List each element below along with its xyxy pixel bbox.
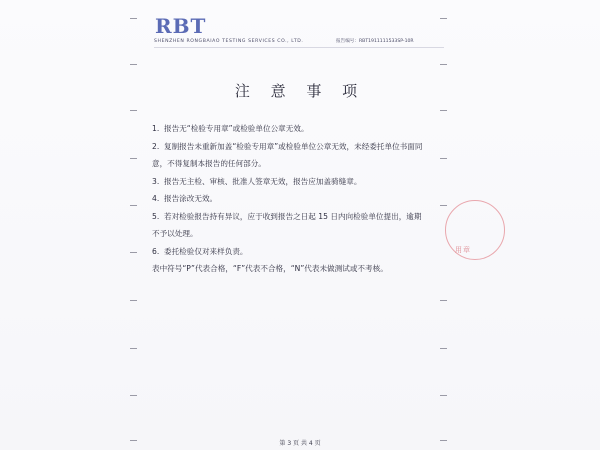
notice-item-6 [152, 243, 442, 261]
item-number: 1. [152, 124, 160, 133]
margin-mark [440, 348, 447, 349]
margin-mark [440, 300, 447, 301]
margin-mark [130, 64, 137, 65]
margin-mark [130, 158, 137, 159]
margin-mark [440, 64, 447, 65]
item-text-continued: 不予以处理。 [152, 229, 198, 238]
margin-mark [130, 348, 137, 349]
item-text: 若对检验报告持有异议，应于收到报告之日起 15 日内向检验单位提出，逾期 [164, 211, 422, 221]
notice-item-4 [152, 190, 442, 208]
symbol-legend: 表中符号“P”代表合格，“F”代表不合格，“N”代表未做测试或不考核。 [152, 264, 388, 273]
item-number: 6. [152, 246, 160, 256]
item-text-continued: 意，不得复制本报告的任何部分。 [152, 159, 266, 168]
margin-mark [130, 18, 137, 19]
margin-mark [130, 395, 137, 396]
margin-mark [440, 18, 447, 19]
margin-mark [130, 205, 137, 206]
header-divider [154, 47, 444, 48]
margin-mark [440, 395, 447, 396]
notice-item-1 [152, 120, 442, 138]
notice-list [152, 120, 442, 278]
item-text: 报告无主检、审核、批准人签章无效，报告应加盖骑缝章。 [164, 176, 362, 186]
item-text: 委托检验仅对来样负责。 [164, 246, 248, 256]
margin-mark [130, 252, 137, 253]
page-title: 注 意 事 项 [234, 82, 366, 100]
item-text: 报告涂改无效。 [164, 194, 218, 203]
item-number: 3. [152, 176, 160, 186]
notice-item-3 [152, 173, 442, 191]
item-number: 2. [152, 141, 160, 151]
company-name: SHENZHEN RONGBAIAO TESTING SERVICES CO., LTD. [154, 39, 304, 44]
margin-mark [130, 110, 137, 111]
seal-text: 用章 [455, 246, 471, 254]
notice-item-5 [152, 208, 442, 243]
margin-mark [130, 300, 137, 301]
item-number: 4. [152, 194, 160, 203]
notice-item-2 [152, 138, 442, 173]
company-logo: RBT [155, 14, 207, 38]
page-number: 第 3 页 共 4 页 [279, 440, 321, 447]
item-number: 5. [152, 211, 160, 221]
item-text: 报告无“检验专用章”或检验单位公章无效。 [164, 124, 309, 133]
report-number: 报告编号：RBT1911111533SP-10R [336, 39, 414, 44]
official-seal [445, 200, 505, 260]
margin-mark [440, 110, 447, 111]
item-text: 复制报告未重新加盖“检验专用章”或检验单位公章无效，未经委托单位书面同 [164, 141, 423, 151]
